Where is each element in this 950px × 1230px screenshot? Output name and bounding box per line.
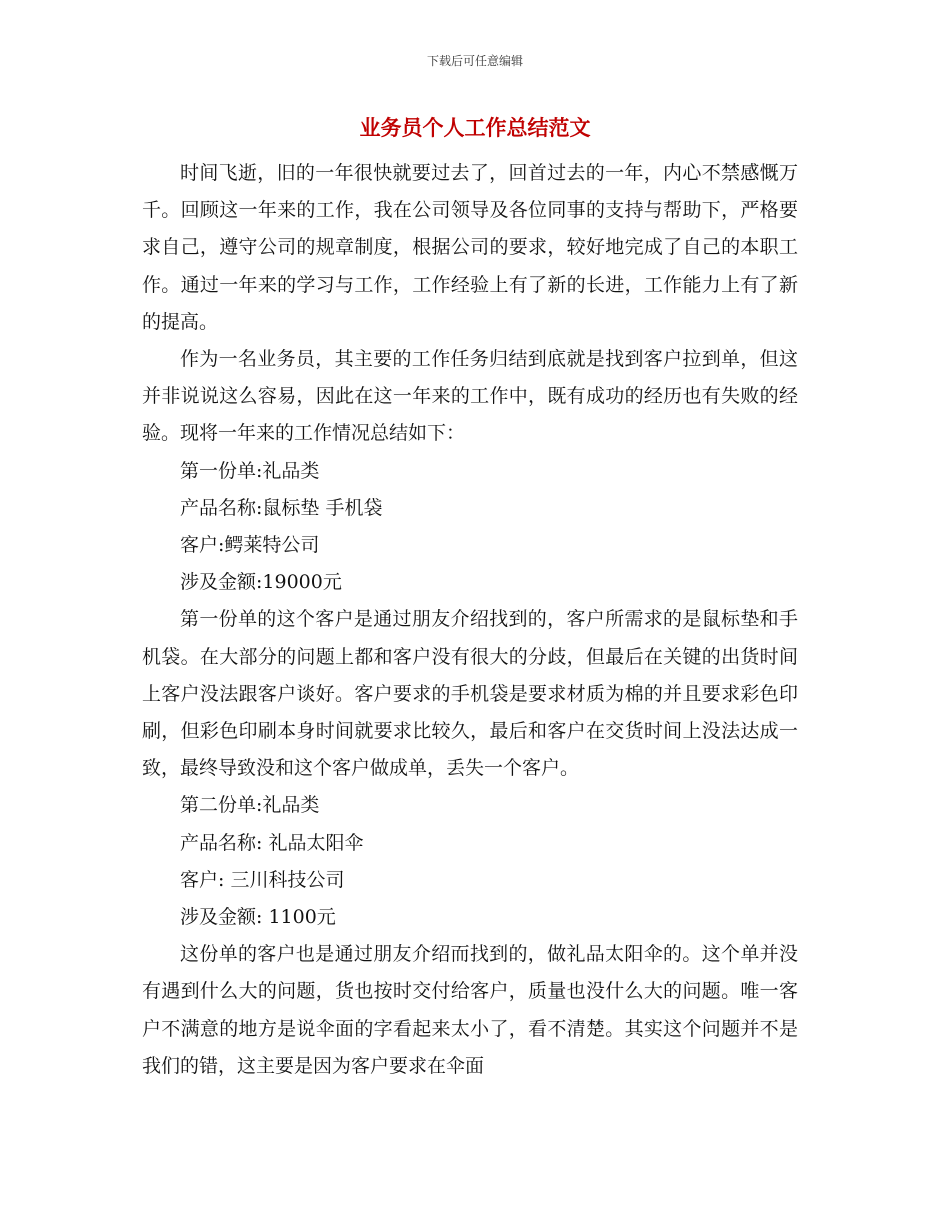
document-body	[142, 155, 798, 1085]
document-title: 业务员个人工作总结范文	[359, 116, 591, 140]
order1-client: 客户:鳄莱特公司	[180, 534, 320, 557]
order2-client: 客户: 三川科技公司	[180, 868, 345, 891]
paragraph-overview: 作为一名业务员，其主要的工作任务归结到底就是找到客户拉到单，但这并非说说这么容易，因此在这一年来的工作中，既有成功的经历也有失败的经验。现将一年来的工作情况总结如下：	[142, 348, 798, 445]
header-note: 下载后可任意编辑	[426, 54, 523, 68]
order2-amount: 涉及金额: 1100元	[180, 906, 336, 929]
order2-description: 这份单的客户也是通过朋友介绍而找到的，做礼品太阳伞的。这个单并没有遇到什么大的问题，货也按时交付给客户，质量也没什么大的问题。唯一客户不满意的地方是说伞面的字看起来太小了，看不清楚。其实这个问题并不是我们的错，这主要是因为客户要求在伞面	[142, 943, 798, 1077]
paragraph-intro: 时间飞逝，旧的一年很快就要过去了，回首过去的一年，内心不禁感慨万千。回顾这一年来的工作，我在公司领导及各位同事的支持与帮助下，严格要求自己，遵守公司的规章制度，根据公司的要求，较好地完成了自己的本职工作。通过一年来的学习与工作，工作经验上有了新的长进，工作能力上有了新的提高。	[142, 162, 798, 333]
order1-type: 第一份单:礼品类	[180, 459, 320, 482]
order2-product: 产品名称: 礼品太阳伞	[180, 831, 364, 854]
order1-description: 第一份单的这个客户是通过朋友介绍找到的，客户所需求的是鼠标垫和手机袋。在大部分的问题上都和客户没有很大的分歧，但最后在关键的出货时间上客户没法跟客户谈好。客户要求的手机袋是要求材质为棉的并且要求彩色印刷，但彩色印刷本身时间就要求比较久，最后和客户在交货时间上没法达成一致，最终导致没和这个客户做成单，丢失一个客户。	[142, 608, 798, 780]
order1-amount: 涉及金额:19000元	[180, 571, 342, 594]
order1-product: 产品名称:鼠标垫 手机袋	[180, 496, 383, 519]
order2-type: 第二份单:礼品类	[180, 794, 320, 817]
